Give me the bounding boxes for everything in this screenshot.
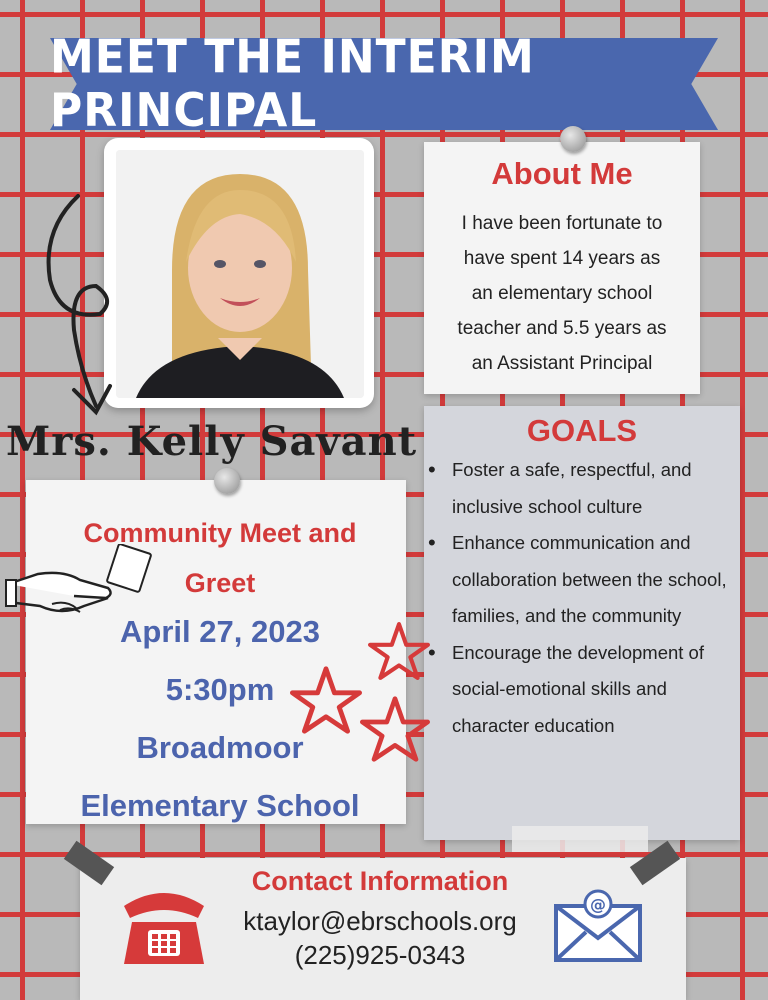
about-title: About Me [491,156,633,191]
about-line: have spent 14 years as [463,248,661,269]
event-location-line2: Elementary School [80,788,360,823]
contact-phone[interactable]: (225)925-0343 [294,940,466,970]
contact-title: Contact Information [251,866,509,896]
goals-title: GOALS [526,413,638,448]
star-icon [290,664,362,736]
handshake-icon [4,544,154,624]
event-date: April 27, 2023 [120,614,320,649]
tape-strip [512,826,648,852]
page-title: MEET THE INTERIM PRINCIPAL [50,30,535,138]
about-line: an Assistant Principal [471,353,653,374]
arrow-doodle-icon [30,190,120,420]
goal-item: • Encourage the development of social-emotional skills and character education [426,635,738,745]
event-location-line1: Broadmoor [136,730,304,765]
about-line: an elementary school [471,283,653,304]
principal-photo [116,150,364,398]
goal-item: • Foster a safe, respectful, and inclusive school culture [426,452,738,525]
envelope-icon [552,888,644,964]
goals-list [426,452,738,744]
principal-name: Mrs. Kelly Savant [6,418,418,465]
about-line: teacher and 5.5 years as [457,318,667,339]
svg-text:@: @ [590,895,606,914]
contact-email[interactable]: ktaylor@ebrschools.org [243,906,517,936]
pushpin-icon [560,126,586,152]
event-time: 5:30pm [165,672,275,707]
star-icon [368,620,430,682]
event-title-line: Community Meet and [83,518,357,548]
about-line: I have been fortunate to [461,213,663,234]
goal-item: • Enhance communication and collaboration between the school, families, and the community [426,525,738,635]
telephone-icon [116,884,212,968]
event-title-line: Greet [184,568,256,598]
about-text [430,206,694,381]
star-icon [360,694,430,764]
pushpin-icon [214,468,240,494]
